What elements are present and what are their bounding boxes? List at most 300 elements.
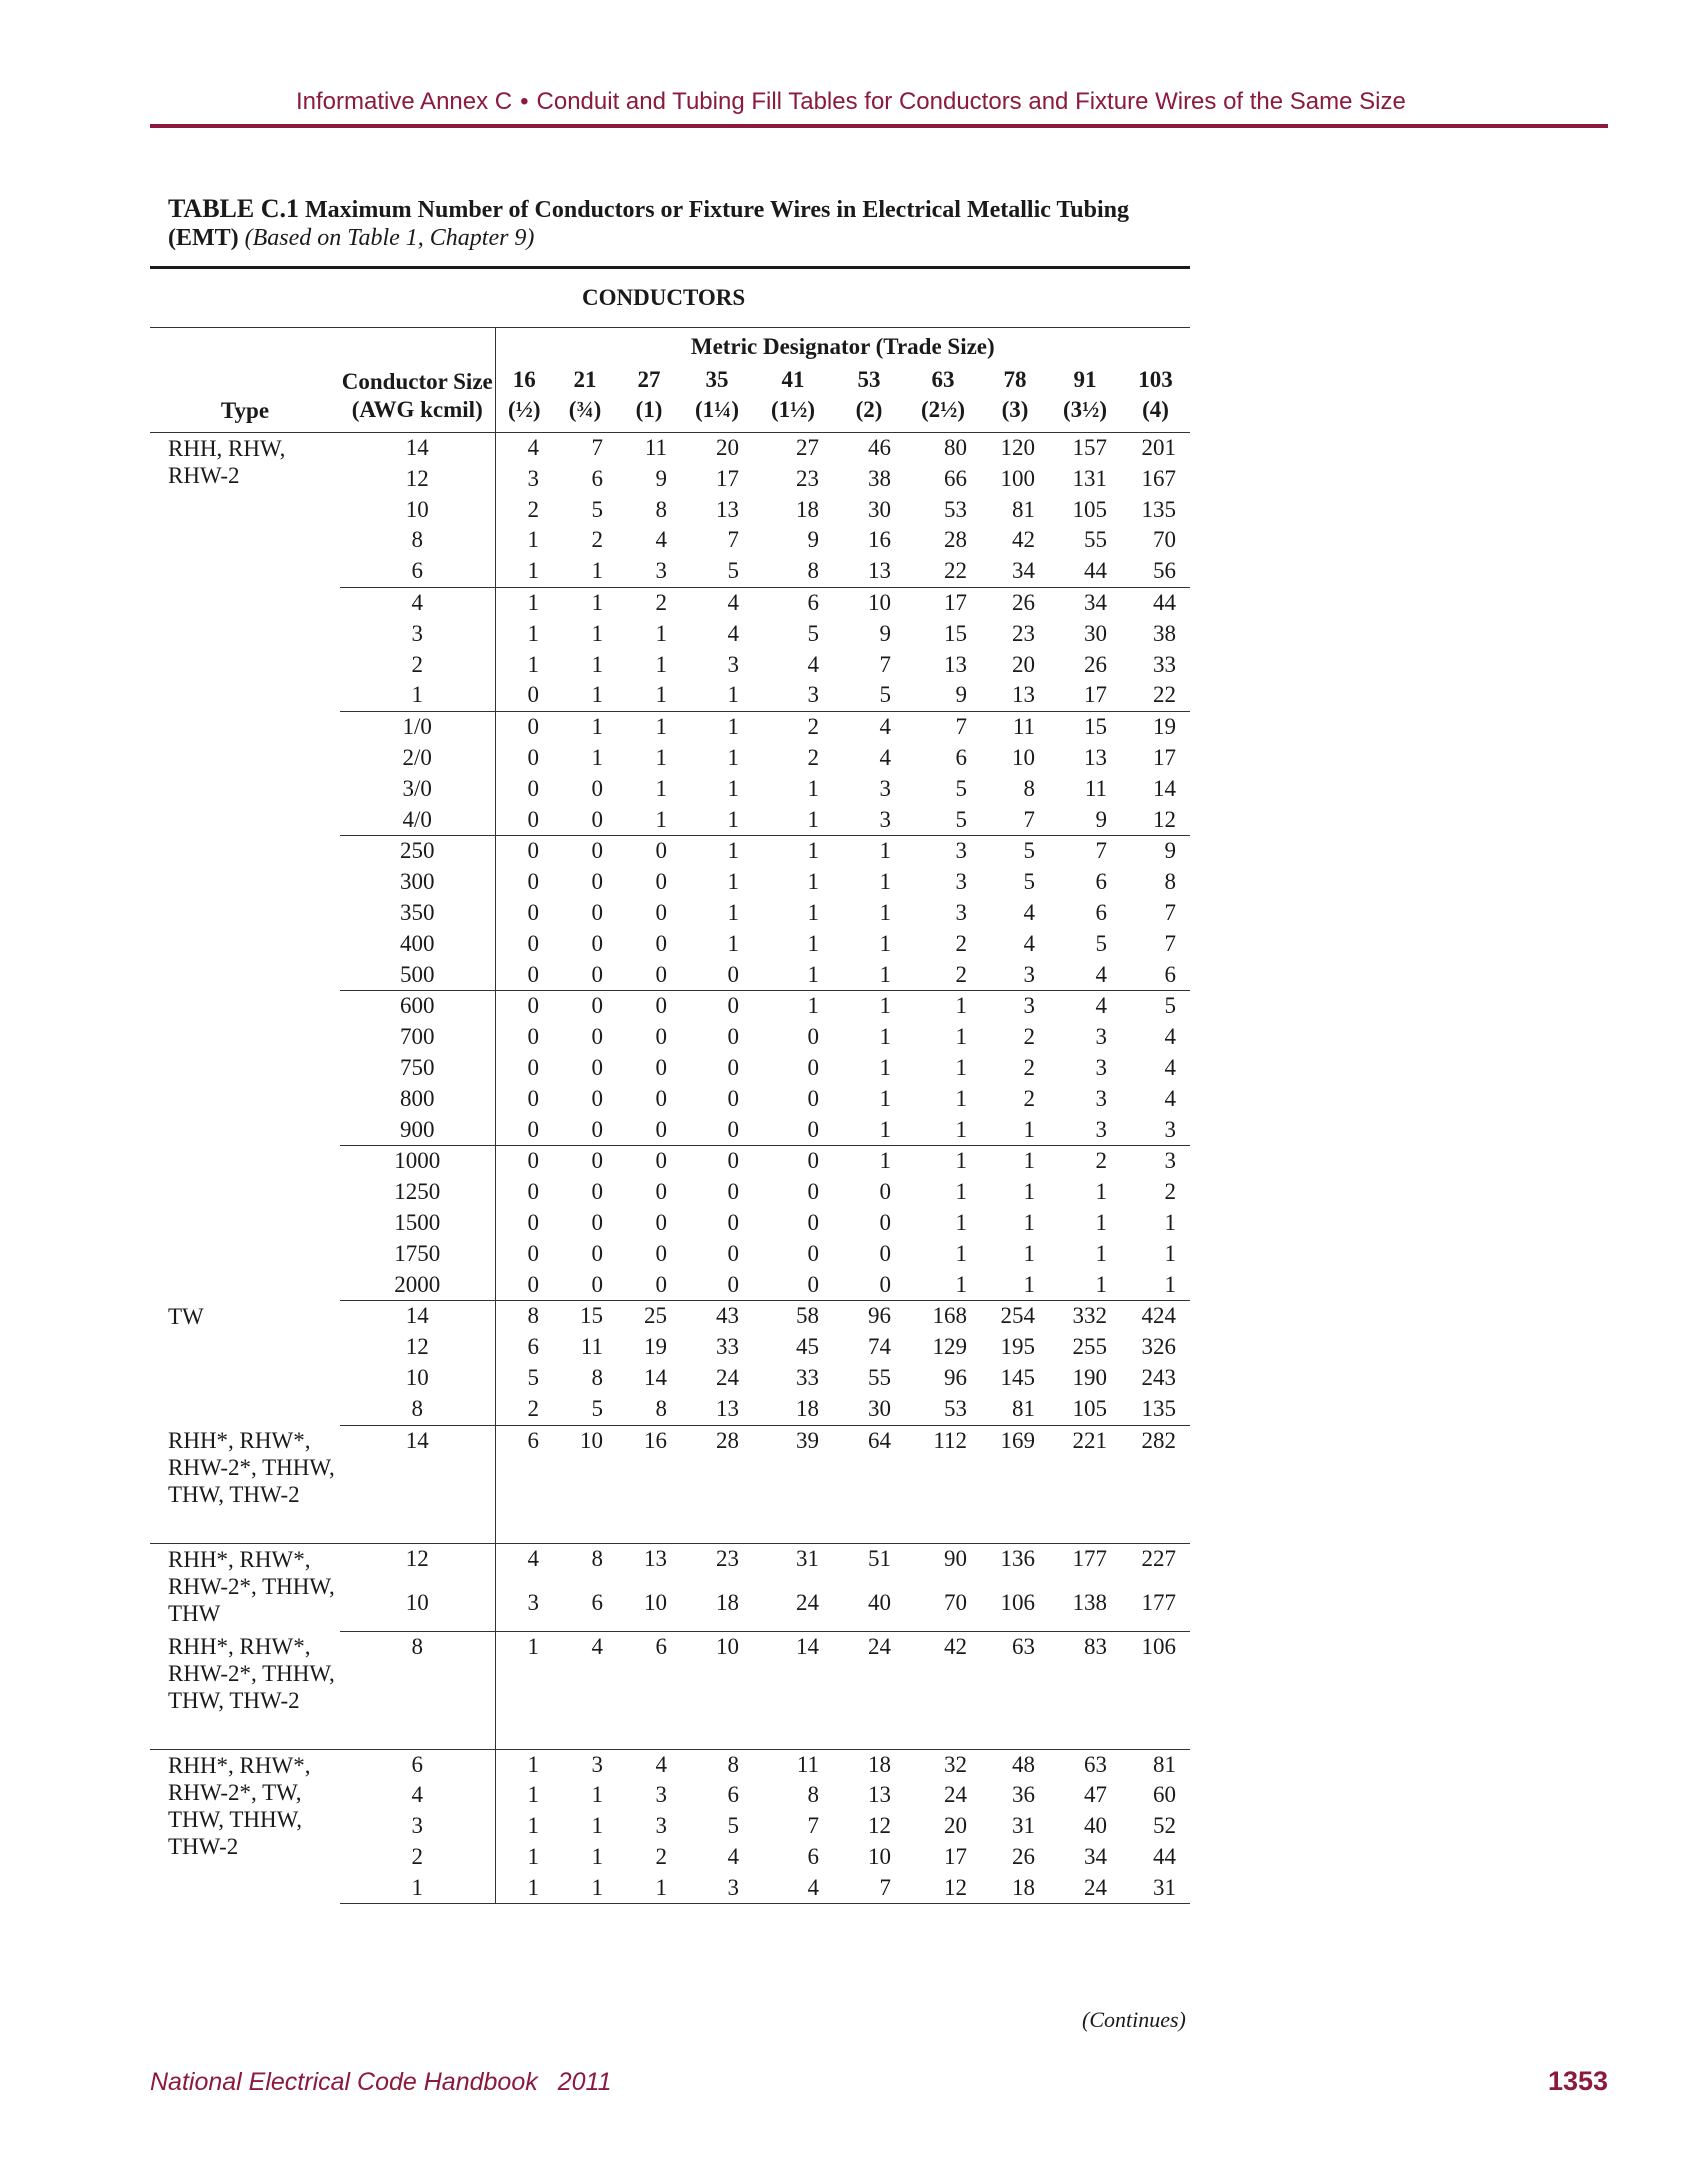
conductor-count-cell: 5 (727, 1813, 739, 1839)
conductor-count-cell: 2 (591, 527, 603, 553)
conductor-count-cell: 136 (1000, 1545, 1035, 1571)
conductor-count-cell: 46 (868, 435, 891, 460)
conductor-count-cell: 0 (655, 1085, 667, 1111)
conductor-count-cell: 17 (1153, 744, 1177, 770)
conductor-count-cell: 0 (753, 1115, 833, 1146)
conductor-count-cell: 4 (655, 1751, 667, 1777)
conductor-count-cell: 12 (905, 1873, 981, 1904)
conductor-count-cell: 0 (527, 1179, 539, 1205)
conductor-count-cell: 0 (807, 1240, 819, 1266)
conductor-count-cell: 3 (981, 960, 1049, 991)
conductor-count-cell: 26 (1012, 589, 1035, 615)
conductor-count-cell: 3 (681, 1873, 753, 1904)
conductor-count-cell: 5 (681, 556, 753, 587)
conductor-size-cell: 4 (340, 1780, 495, 1811)
conductor-count-cell: 5 (1023, 869, 1035, 895)
conductor-count-cell: 80 (944, 435, 967, 460)
conductor-count-cell: 42 (1012, 527, 1035, 553)
conductor-size-cell: 6 (340, 556, 495, 587)
conductor-count-cell: 55 (868, 1364, 891, 1390)
footer-book: National Electrical Code Handbook (150, 2068, 538, 2096)
conductor-count-cell: 0 (681, 960, 753, 991)
conductor-count-cell: 32 (944, 1751, 967, 1777)
conductor-count-cell: 52 (1153, 1813, 1177, 1839)
conductor-count-cell: 18 (981, 1873, 1049, 1904)
running-head-separator: • (520, 88, 529, 115)
conductor-size-cell: 6 (340, 1749, 495, 1780)
conductor-count-cell: 70 (905, 1577, 981, 1631)
conductor-count-cell: 3 (527, 465, 539, 491)
conductor-count-cell: 2 (905, 960, 981, 991)
conductor-count-cell: 1 (553, 1873, 617, 1904)
conductor-count-cell: 0 (495, 805, 553, 836)
conductor-count-cell: 8 (617, 1394, 681, 1425)
conductor-count-cell: 6 (1121, 960, 1190, 991)
conductor-count-cell: 40 (1084, 1813, 1107, 1839)
conductor-count-cell: 4 (1023, 930, 1035, 956)
conductor-count-cell: 1 (1095, 1209, 1107, 1235)
conductor-count-cell: 1 (807, 775, 819, 801)
conductor-count-cell: 3 (1023, 993, 1035, 1019)
conductor-count-cell: 51 (868, 1545, 891, 1571)
conductor-count-cell: 100 (1000, 465, 1035, 491)
conductor-count-cell: 53 (905, 1394, 981, 1425)
conductor-count-cell: 13 (681, 1394, 753, 1425)
conductor-count-cell: 177 (1121, 1577, 1190, 1631)
conductor-count-cell: 0 (807, 1209, 819, 1235)
running-head-title: Conduit and Tubing Fill Tables for Conductors and Fixture Wires of the Same Size (536, 88, 1406, 115)
conductor-count-cell: 24 (833, 1631, 905, 1749)
conductor-count-cell: 0 (617, 1115, 681, 1146)
conductor-size-cell: 3 (340, 619, 495, 650)
conductor-count-cell: 81 (981, 1394, 1049, 1425)
metric-size-header: 91 (1073, 367, 1097, 392)
conductor-size-cell: 8 (340, 525, 495, 556)
conductor-count-cell: 38 (868, 465, 891, 491)
conductor-count-cell: 10 (868, 589, 891, 615)
conductor-count-cell: 11 (1012, 714, 1035, 740)
running-head (296, 88, 1406, 116)
conductor-count-cell: 64 (833, 1425, 905, 1543)
conductor-count-cell: 15 (944, 620, 967, 646)
conductor-count-cell: 6 (617, 1631, 681, 1749)
conductor-count-cell: 138 (1049, 1577, 1121, 1631)
conductor-count-cell: 1 (727, 714, 739, 740)
conductor-count-cell: 1 (655, 714, 667, 740)
conductor-count-cell: 6 (807, 589, 819, 615)
conductor-count-cell: 19 (1153, 714, 1177, 740)
conductor-count-cell: 3 (1049, 1115, 1121, 1146)
table-row (150, 1631, 1190, 1749)
conductor-count-cell: 0 (617, 1270, 681, 1301)
conductor-count-cell: 1 (879, 899, 891, 925)
conductor-count-cell: 0 (527, 1209, 539, 1235)
conductor-count-cell: 1 (591, 744, 603, 770)
conductor-count-cell: 168 (932, 1303, 967, 1329)
conductor-count-cell: 326 (1141, 1334, 1177, 1360)
conductor-count-cell: 7 (879, 651, 891, 677)
conductor-count-cell: 11 (1084, 775, 1107, 801)
conductor-count-cell: 31 (796, 1545, 819, 1571)
conductor-count-cell: 1 (591, 1782, 603, 1808)
conductor-count-cell: 0 (591, 838, 603, 864)
conductor-count-cell: 1 (553, 680, 617, 711)
trade-size-header: (2) (833, 394, 905, 433)
conductor-count-cell: 0 (591, 993, 603, 1019)
conductor-count-cell: 1 (727, 838, 739, 864)
conductor-count-cell: 28 (681, 1425, 753, 1543)
table-row (150, 1543, 1190, 1577)
conductor-count-cell: 1 (527, 589, 539, 615)
page-number: 1353 (1548, 2066, 1609, 2096)
conductor-count-cell: 4 (727, 620, 739, 646)
conductor-count-cell: 0 (727, 1085, 739, 1111)
footer-year: 2011 (557, 2068, 612, 2096)
conductor-size-cell: 1500 (340, 1208, 495, 1239)
conductor-count-cell: 22 (1121, 680, 1190, 711)
conductor-count-cell: 254 (1000, 1303, 1035, 1329)
conductor-count-cell: 3 (1095, 1085, 1107, 1111)
conductor-count-cell: 34 (1084, 589, 1107, 615)
table-row (150, 1301, 1190, 1332)
conductor-size-cell: 2 (340, 650, 495, 681)
conductor-count-cell: 43 (716, 1303, 739, 1329)
conductor-count-cell: 12 (1121, 805, 1190, 836)
conductor-count-cell: 1 (681, 805, 753, 836)
table-row (150, 1749, 1190, 1780)
conductor-count-cell: 1 (807, 869, 819, 895)
conductor-count-cell: 0 (591, 1240, 603, 1266)
conductor-count-cell: 4 (753, 1873, 833, 1904)
conductor-count-cell: 1 (591, 1843, 603, 1869)
conductor-count-cell: 1 (727, 744, 739, 770)
conductor-count-cell: 0 (807, 1054, 819, 1080)
conductor-count-cell: 167 (1141, 465, 1177, 491)
conductor-count-cell: 4 (1023, 899, 1035, 925)
conductor-count-cell: 1 (879, 869, 891, 895)
conductor-count-cell: 120 (1000, 435, 1035, 460)
trade-size-header: (1) (617, 394, 681, 433)
continues-note: (Continues) (1082, 2007, 1186, 2032)
conductor-count-cell: 106 (1121, 1631, 1190, 1749)
conductor-count-cell: 1 (833, 960, 905, 991)
conductor-count-cell: 0 (681, 1115, 753, 1146)
conductor-type-cell: RHH*, RHW*, RHW-2*, TW, THW, THHW, THW-2 (168, 1752, 311, 1859)
conductor-count-cell: 1 (1023, 1209, 1035, 1235)
conductor-count-cell: 6 (955, 744, 967, 770)
conductor-count-cell: 5 (1164, 993, 1177, 1019)
conductor-count-cell: 7 (591, 435, 603, 460)
conductor-count-cell: 27 (796, 435, 819, 460)
table-row (150, 836, 1190, 867)
conductor-count-cell: 1 (955, 993, 967, 1019)
conductor-count-cell: 83 (1049, 1631, 1121, 1749)
conductor-count-cell: 2 (807, 714, 819, 740)
conductor-size-cell: 3/0 (340, 774, 495, 805)
conductor-count-cell: 0 (681, 1270, 753, 1301)
conductor-count-cell: 34 (1084, 1843, 1107, 1869)
running-head-annex: Informative Annex C (296, 88, 513, 115)
conductor-count-cell: 1 (955, 1179, 967, 1205)
conductor-count-cell: 3 (1121, 1115, 1190, 1146)
conductor-count-cell: 0 (753, 1270, 833, 1301)
conductor-count-cell: 106 (981, 1577, 1049, 1631)
table-row (150, 1146, 1190, 1177)
conductor-count-cell: 0 (807, 1179, 819, 1205)
conductor-count-cell: 5 (591, 496, 603, 522)
conductor-count-cell: 4 (1049, 960, 1121, 991)
conductor-count-cell: 0 (591, 1024, 603, 1050)
conductor-count-cell: 2 (1023, 1085, 1035, 1111)
conductor-count-cell: 13 (644, 1545, 667, 1571)
conductor-count-cell: 5 (807, 620, 819, 646)
metric-size-header: 63 (931, 367, 955, 392)
conductor-count-cell: 4 (727, 1843, 739, 1869)
conductor-count-cell: 0 (591, 1179, 603, 1205)
conductor-count-cell: 0 (727, 1179, 739, 1205)
conductor-count-cell: 40 (833, 1577, 905, 1631)
conductor-count-cell: 0 (727, 1209, 739, 1235)
conductor-size-cell: 12 (340, 1332, 495, 1363)
conductor-count-cell: 195 (1000, 1334, 1035, 1360)
conductor-count-cell: 24 (1049, 1873, 1121, 1904)
conductor-count-cell: 23 (1012, 620, 1035, 646)
conductor-count-cell: 0 (527, 869, 539, 895)
conductor-count-cell: 9 (879, 620, 891, 646)
conductor-count-cell: 1 (1164, 1240, 1177, 1266)
conductor-size-cell: 600 (340, 991, 495, 1022)
conductor-count-cell: 1 (879, 1054, 891, 1080)
table-row (150, 1425, 1190, 1543)
conductor-count-cell: 1 (753, 960, 833, 991)
conductor-count-cell: 3 (955, 869, 967, 895)
conductor-count-cell: 8 (1164, 869, 1177, 895)
conductor-count-cell: 19 (644, 1334, 667, 1360)
conductor-count-cell: 0 (655, 1054, 667, 1080)
conductor-count-cell: 1 (727, 899, 739, 925)
conductor-count-cell: 0 (591, 775, 603, 801)
conductor-count-cell: 0 (807, 1085, 819, 1111)
conductor-count-cell: 1 (591, 714, 603, 740)
conductor-count-cell: 11 (644, 435, 667, 460)
conductor-count-cell: 3 (495, 1577, 553, 1631)
conductor-count-cell: 81 (1153, 1751, 1177, 1777)
conductor-count-cell: 0 (527, 1148, 539, 1174)
conductor-count-cell: 3 (1095, 1054, 1107, 1080)
conductor-count-cell: 30 (1084, 620, 1107, 646)
conductor-size-cell: 2 (340, 1842, 495, 1873)
conductor-count-cell: 9 (1049, 805, 1121, 836)
conductor-count-cell: 6 (553, 1577, 617, 1631)
conductor-type-cell: RHH*, RHW*, RHW-2*, THHW, THW, THW-2 (150, 1631, 340, 1749)
conductor-count-cell: 0 (727, 1240, 739, 1266)
conductor-size-cell: 1 (340, 680, 495, 711)
conductor-count-cell: 332 (1072, 1303, 1107, 1329)
conductor-count-cell: 5 (527, 1364, 539, 1390)
conductor-count-cell: 23 (796, 465, 819, 491)
conductor-count-cell: 38 (1153, 620, 1177, 646)
conductor-count-cell: 1 (527, 527, 539, 553)
conductor-count-cell: 1 (527, 620, 539, 646)
trade-size-header: (1¼) (681, 394, 753, 433)
conductor-count-cell: 7 (1095, 838, 1107, 864)
conductor-type-cell: TW (168, 1303, 204, 1329)
conductor-count-cell: 6 (1095, 899, 1107, 925)
conductor-count-cell: 0 (591, 869, 603, 895)
conductor-count-cell: 105 (1049, 1394, 1121, 1425)
header-rule (150, 124, 1608, 128)
trade-size-header: (3½) (1049, 394, 1121, 433)
conductor-count-cell: 1 (527, 1813, 539, 1839)
conductor-count-cell: 2 (527, 496, 539, 522)
conductor-count-cell: 4 (1095, 993, 1107, 1019)
conductor-count-cell: 33 (1153, 651, 1177, 677)
conductor-count-cell: 1 (955, 1209, 967, 1235)
conductor-count-cell: 201 (1141, 435, 1177, 460)
conductor-count-cell: 44 (1153, 589, 1177, 615)
conductor-count-cell: 1 (1023, 1148, 1035, 1174)
conductor-count-cell: 1 (1095, 1240, 1107, 1266)
conductor-count-cell: 5 (955, 775, 967, 801)
conductor-count-cell: 0 (655, 1024, 667, 1050)
conductor-count-cell: 1 (591, 589, 603, 615)
conductor-count-cell: 3 (833, 805, 905, 836)
conductor-count-cell: 0 (527, 714, 539, 740)
conductor-count-cell: 1 (655, 651, 667, 677)
conductor-count-cell: 1 (807, 993, 819, 1019)
conductor-count-cell: 0 (527, 930, 539, 956)
conductor-count-cell: 0 (879, 1240, 891, 1266)
conductor-count-cell: 0 (879, 1209, 891, 1235)
conductor-count-cell: 96 (868, 1303, 891, 1329)
conductor-count-cell: 8 (807, 1782, 819, 1808)
conductor-count-cell: 2 (807, 744, 819, 770)
conductor-count-cell: 13 (1084, 744, 1107, 770)
conductor-count-cell: 1 (655, 620, 667, 646)
conductor-count-cell: 157 (1072, 435, 1107, 460)
conductor-count-cell: 20 (716, 435, 739, 460)
conductor-count-cell: 8 (753, 556, 833, 587)
conductor-count-cell: 227 (1141, 1545, 1177, 1571)
conductor-size-cell: 2000 (340, 1270, 495, 1301)
conductor-size-cell: 4/0 (340, 805, 495, 836)
conductor-count-cell: 1 (553, 556, 617, 587)
conductor-count-cell: 1 (1023, 1179, 1035, 1205)
conductor-size-cell: 500 (340, 960, 495, 991)
conductor-count-cell: 20 (1012, 651, 1035, 677)
conductor-count-cell: 23 (716, 1545, 739, 1571)
conductor-count-cell: 18 (868, 1751, 891, 1777)
conductor-count-cell: 0 (591, 1054, 603, 1080)
conductor-count-cell: 66 (944, 465, 967, 491)
conductor-count-cell: 135 (1121, 1394, 1190, 1425)
conductor-count-cell: 8 (655, 496, 667, 522)
conductor-count-cell: 18 (753, 1394, 833, 1425)
conductor-count-cell: 1 (681, 680, 753, 711)
conductor-count-cell: 0 (655, 1179, 667, 1205)
conductor-count-cell: 24 (944, 1782, 967, 1808)
conductor-size-cell: 14 (340, 433, 495, 464)
conductor-count-cell: 1 (527, 1843, 539, 1869)
conductor-count-cell: 34 (981, 556, 1049, 587)
conductor-size-cell: 12 (340, 1543, 495, 1577)
conductor-count-cell: 63 (981, 1631, 1049, 1749)
conductor-count-cell: 0 (527, 1240, 539, 1266)
conductor-count-cell: 2 (1023, 1024, 1035, 1050)
conductor-count-cell: 177 (1072, 1545, 1107, 1571)
conductor-count-cell: 4 (553, 1631, 617, 1749)
conductor-count-cell: 1 (981, 1270, 1049, 1301)
conductor-size-cell: 300 (340, 867, 495, 898)
conductor-size-cell: 4 (340, 587, 495, 618)
conductor-count-cell: 16 (617, 1425, 681, 1543)
conductor-count-cell: 17 (1049, 680, 1121, 711)
conductor-size-cell: 10 (340, 1577, 495, 1631)
conductor-count-cell: 10 (868, 1843, 891, 1869)
conductor-count-cell: 7 (981, 805, 1049, 836)
conductor-count-cell: 8 (591, 1545, 603, 1571)
conductor-count-cell: 0 (617, 960, 681, 991)
conductor-count-cell: 3 (617, 556, 681, 587)
conductor-size-cell: 14 (340, 1301, 495, 1332)
conductor-size-cell: 750 (340, 1053, 495, 1084)
conductor-count-cell: 55 (1084, 527, 1107, 553)
conductor-count-cell: 1 (1121, 1270, 1190, 1301)
conductor-count-cell: 1 (905, 1270, 981, 1301)
conductor-count-cell: 20 (944, 1813, 967, 1839)
conductor-count-cell: 44 (1153, 1843, 1177, 1869)
conductor-count-cell: 145 (1000, 1364, 1035, 1390)
metric-size-header: 16 (512, 367, 536, 392)
table-title-note: (Based on Table 1, Chapter 9) (244, 225, 535, 251)
metric-size-header: 78 (1003, 367, 1027, 392)
conductor-count-cell: 1 (655, 744, 667, 770)
conductor-size-cell: 8 (340, 1394, 495, 1425)
conductor-count-cell: 112 (905, 1425, 981, 1543)
conductor-size-cell: 1250 (340, 1177, 495, 1208)
conductor-size-cell: 1750 (340, 1239, 495, 1270)
conductor-count-cell: 4 (1164, 1085, 1177, 1111)
conductor-count-cell: 39 (753, 1425, 833, 1543)
conductor-count-cell: 5 (553, 1394, 617, 1425)
conductor-count-cell: 0 (553, 960, 617, 991)
conductor-count-cell: 1 (617, 680, 681, 711)
conductor-count-cell: 0 (655, 930, 667, 956)
conductor-size-cell: 700 (340, 1022, 495, 1053)
trade-size-header: (¾) (553, 394, 617, 433)
conductor-count-cell: 63 (1084, 1751, 1107, 1777)
conductor-fill-table (150, 266, 1190, 1904)
conductor-count-cell: 0 (495, 1270, 553, 1301)
conductor-count-cell: 3 (753, 680, 833, 711)
conductor-count-cell: 1 (879, 993, 891, 1019)
conductor-size-cell: 3 (340, 1811, 495, 1842)
conductor-count-cell: 13 (716, 496, 739, 522)
conductor-count-cell: 3 (879, 775, 891, 801)
conductor-count-cell: 1 (879, 838, 891, 864)
conductor-count-cell: 0 (727, 993, 739, 1019)
conductor-size-cell: 1 (340, 1873, 495, 1904)
table-row (150, 587, 1190, 618)
conductor-size-cell: 900 (340, 1115, 495, 1146)
conductor-count-cell: 135 (1141, 496, 1177, 522)
conductor-count-cell: 24 (753, 1577, 833, 1631)
conductor-count-cell: 0 (527, 838, 539, 864)
conductor-type-cell (150, 836, 340, 991)
conductor-count-cell: 3 (955, 899, 967, 925)
conductor-count-cell: 53 (944, 496, 967, 522)
conductor-count-cell: 1 (955, 1240, 967, 1266)
